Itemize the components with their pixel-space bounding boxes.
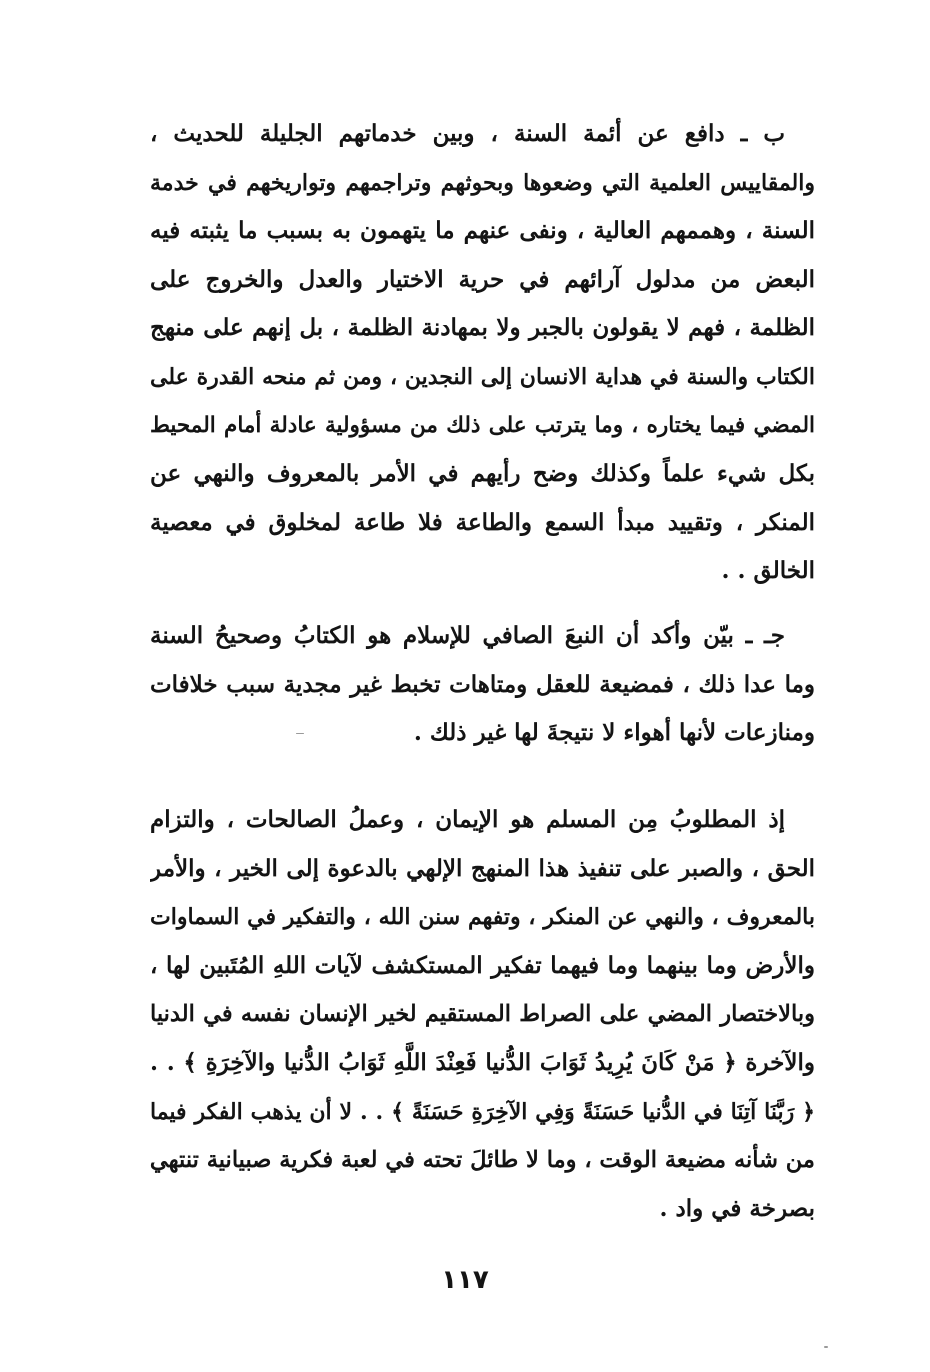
text-line: المضي فيما يختاره ، وما يترتب على ذلك من مسؤولية عادلة أمام المحيط (150, 412, 815, 438)
text-line: الحق ، والصبر على تنفيذ هذا المنهج الإلهي بالدعوة إلى الخير ، والأمر (150, 854, 815, 882)
text-line: بكل شيء علماً وكذلك وضح رأيهم في الأمر بالمعروف والنهي عن (150, 460, 815, 488)
page-number: ١١٧ (441, 1265, 489, 1295)
paragraph-j (150, 612, 815, 758)
text-line: جـ ـ بيّن وأكد أن النبعَ الصافي للإسلام هو الكتابُ وصحيحُ السنة (150, 622, 785, 649)
text-line: الكتاب والسنة في هداية الانسان إلى النجدين ، ومن ثم منحه القدرة على (150, 363, 815, 390)
text-line: إذ المطلوبُ مِن المسلم هو الإيمان ، وعملُ الصالحات ، والتزام (150, 806, 785, 833)
text-line: الخالق . . (721, 557, 815, 585)
paragraph-b (150, 110, 815, 596)
text-line: والمقاييس العلمية التي وضعوها وبحوثهم وتراجمهم وتواريخهم في خدمة (150, 169, 815, 196)
text-line: بصرخة في واد . (659, 1194, 815, 1222)
scan-speck (824, 1346, 828, 1348)
text-line: ﴿ رَبَّنَا آتِنَا في الدُّنيا حَسَنَةً وَفِي الآخِرَةِ حَسَنَةً ﴾ . . لا أن يذهب الفكر فيما (150, 1098, 815, 1125)
text-line: المنكر ، وتقييد مبدأ السمع والطاعة فلا طاعة لمخلوق في معصية (150, 508, 815, 536)
text-line: والآخرة ﴿ مَنْ كَانَ يُرِيدُ ثَوَابَ الدُّنيا فَعِنْدَ اللَّهِ ثَوَابُ الدُّنيا والآخِرَةِ ﴾ . . (150, 1048, 815, 1076)
text-line: من شأنه مضيعة الوقت ، وما لا طائلَ تحته في لعبة فكرية صبيانية تنتهي (150, 1147, 815, 1174)
text-line: وبالاختصار المضي على الصراط المستقيم لخير الإنسان نفسه في الدنيا (150, 1001, 815, 1028)
text-line: والأرض وما بينهما وما فيهما تفكير المستكشف لآيات اللهِ المُتَبين لها ، (150, 951, 815, 979)
text-line: بالمعروف ، والنهي عن المنكر ، وتفهم سنن الله ، والتفكير في السماوات (150, 904, 815, 931)
text-line: ومنازعات لأنها أهواء لا نتيجةَ لها غير ذلك . (413, 719, 815, 747)
text-line: ب ـ دافع عن أئمة السنة ، وبين خدماتهم الجليلة للحديث ، (150, 120, 785, 147)
text-line: السنة ، وهممهم العالية ، ونفى عنهم ما يتهمون به بسبب ما يثبته فيه (150, 217, 815, 245)
paragraph-idh (150, 796, 815, 1233)
text-line: وما عدا ذلك ، فمضيعة للعقل ومتاهات تخبط غير مجدية سبب خلافات (150, 670, 815, 698)
scan-speck (296, 733, 304, 734)
text-line: البعض من مدلول آرائهم في حرية الاختيار والعدل والخروج على (150, 265, 815, 293)
text-line: الظلمة ، فهم لا يقولون بالجبر ولا بمهادنة الظلمة ، بل إنهم على منهج (150, 314, 815, 342)
